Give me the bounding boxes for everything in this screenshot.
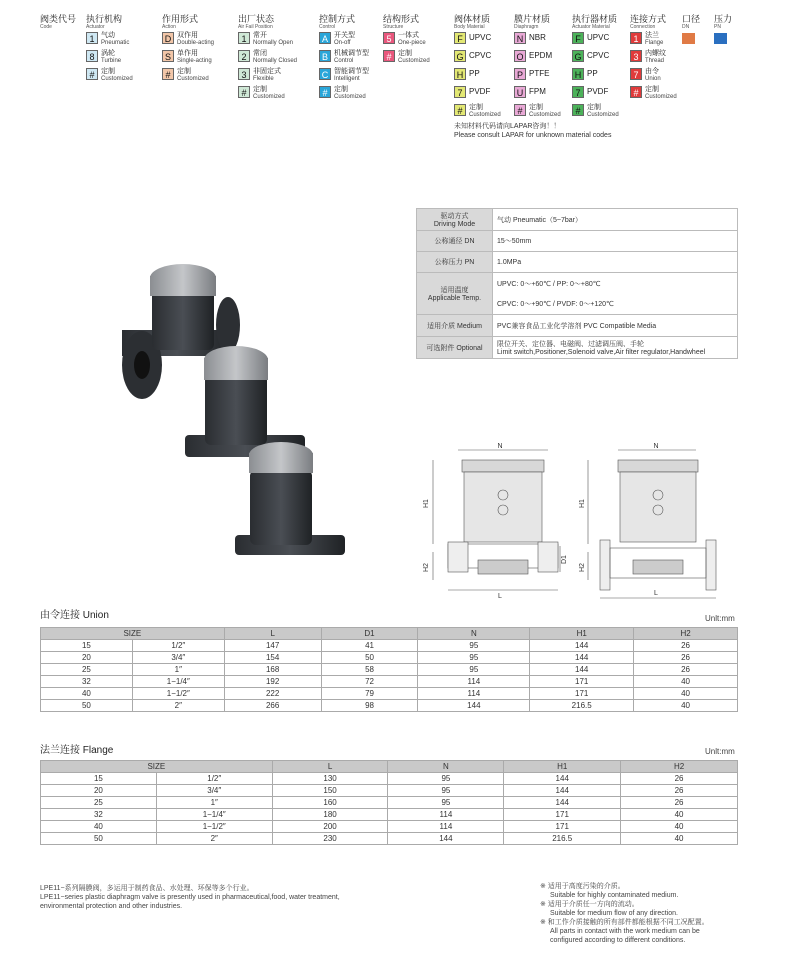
table-row: 25 1″ 160 95 144 26 — [41, 797, 738, 809]
flange-header-row: SIZE L N H1 H2 — [41, 761, 738, 773]
pn-swatch — [714, 33, 727, 44]
socket-valve-image — [235, 442, 345, 555]
flange-table-body — [41, 773, 738, 845]
option-actmat-cpvc: G CPVC — [572, 50, 609, 62]
option-control-c: C 智能调节型 Intelligent — [319, 68, 369, 83]
option-diaphragm-ptfe: P PTFE — [514, 68, 549, 80]
flange-drawing-label-h1: H1 — [579, 499, 586, 508]
option-airfail-3: 3 非固定式 Flexible — [238, 68, 281, 83]
option-airfail-custom: # 定制 Customized — [238, 86, 285, 101]
option-actuator-custom: # 定制 Customized — [86, 68, 133, 83]
flange-table — [40, 760, 738, 845]
option-actmat-upvc: F UPVC — [572, 32, 609, 44]
option-body-upvc: F UPVC — [454, 32, 491, 44]
option-body-pvdf: 7 PVDF — [454, 86, 490, 98]
flange-dimension-drawing — [578, 440, 718, 602]
spec-table — [416, 208, 738, 359]
spec-row-medium: 适用介质 Medium PVC兼容食品工业化学溶剂 PVC Compatible Media — [417, 315, 738, 337]
col-dn: 口径 DN — [682, 14, 701, 30]
spec-row-pn: 公称压力 PN 1.0MPa — [417, 252, 738, 273]
option-action-d: D 双作用 Double-acting — [162, 32, 214, 47]
option-actuator-8: 8 涡轮 Turbine — [86, 50, 121, 65]
union-table-body — [41, 640, 738, 712]
option-airfail-2: 2 常闭 Normally Closed — [238, 50, 297, 65]
option-body-custom: # 定制 Customized — [454, 104, 501, 119]
option-connection-union: 7 由令 Union — [630, 68, 661, 83]
option-actmat-pvdf: 7 PVDF — [572, 86, 608, 98]
flange-drawing-label-n: N — [653, 443, 659, 450]
union-drawing-label-d1: D1 — [561, 555, 568, 564]
option-connection-thread: 3 内螺纹 Thread — [630, 50, 666, 65]
col-code-zh: 阀类代号 — [40, 14, 77, 24]
option-action-s: S 单作用 Single-acting — [162, 50, 212, 65]
option-airfail-1: 1 常开 Normally Open — [238, 32, 293, 47]
material-note-en: Please consult LAPAR for unknown material codes — [454, 132, 612, 139]
union-drawing-label-h2: H2 — [423, 563, 430, 572]
flange-title: 法兰连接 Flange — [40, 745, 114, 756]
option-control-b: B 机械调节型 Control — [319, 50, 369, 65]
col-actuator-en: Actuator — [86, 24, 105, 30]
col-action: 作用形式 Action — [162, 14, 199, 30]
option-structure-5: 5 一体式 One-piece — [383, 32, 426, 47]
union-unit: Unlt:mm — [705, 614, 735, 623]
col-structure: 结构形式 Structure — [383, 14, 420, 30]
table-row: 50 2″ 266 98 144 216.5 40 — [41, 700, 738, 712]
option-diaphragm-nbr: N NBR — [514, 32, 546, 44]
option-connection-custom: # 定制 Customized — [630, 86, 677, 101]
code-table — [40, 14, 780, 144]
option-diaphragm-fpm: U FPM — [514, 86, 546, 98]
option-control-custom: # 定制 Customized — [319, 86, 366, 101]
table-row: 15 1/2″ 130 95 144 26 — [41, 773, 738, 785]
col-airfail: 出厂状态 Air Fail Position — [238, 14, 275, 30]
col-body-material: 阀体材质 Body Material — [454, 14, 491, 30]
spec-row-temp: 适用温度 Applicable Temp. UPVC: 0～+60℃ / PP: 0～+80℃ CPVC: 0～+90℃ / PVDF: 0～+120℃ — [417, 273, 738, 315]
union-drawing-label-h1: H1 — [423, 499, 430, 508]
union-drawing-label-l: L — [498, 593, 502, 600]
option-control-a: A 开关型 On-off — [319, 32, 355, 47]
union-drawing-label-n: N — [497, 443, 503, 450]
table-row: 32 1−1/4″ 192 72 114 171 40 — [41, 676, 738, 688]
product-photo — [110, 250, 360, 580]
col-actuator-material: 执行器材质 Actuator Material — [572, 14, 618, 30]
option-diaphragm-custom: # 定制 Customized — [514, 104, 561, 119]
flange-unit: Unlt:mm — [705, 747, 735, 756]
table-row: 32 1−1/4″ 180 114 171 40 — [41, 809, 738, 821]
col-code-en: Code — [40, 24, 52, 30]
option-structure-custom: # 定制 Customized — [383, 50, 430, 65]
option-body-pp: H PP — [454, 68, 480, 80]
flange-drawing-label-l: L — [654, 590, 658, 597]
table-row: 40 1−1/2″ 222 79 114 171 40 — [41, 688, 738, 700]
col-diaphragm: 膜片材质 Diaphragm — [514, 14, 551, 30]
table-row: 20 3/4″ 154 50 95 144 26 — [41, 652, 738, 664]
col-control: 控制方式 Control — [319, 14, 356, 30]
option-actuator-1: 1 气动 Pneumatic — [86, 32, 129, 47]
table-row: 15 1/2″ 147 41 95 144 26 — [41, 640, 738, 652]
spec-row-optional: 可选附件 Optional 限位开关、定位器、电磁阀、过滤调压阀、手轮 Limit switch,Positioner,Solenoid valve,Air filter regulator,Handwheel — [417, 337, 738, 359]
table-row: 25 1″ 168 58 95 144 26 — [41, 664, 738, 676]
spec-row-dn: 公称通径 DN 15～50mm — [417, 231, 738, 252]
option-actmat-pp: H PP — [572, 68, 598, 80]
footer-features: ※ 适用于高度污染的介质。 Suitable for highly contaminated medium. ※ 适用于介质任一方向的流动。 Suitable for medium flow of any direction. ※ 和工作介质接触的所有部件都能根据不同工况配置。 All parts in contact with the work medium can be configured according to different conditions. — [540, 883, 709, 944]
option-action-custom: # 定制 Customized — [162, 68, 209, 83]
table-row: 40 1−1/2″ 200 114 171 40 — [41, 821, 738, 833]
union-title: 由令连接 Union — [40, 610, 109, 621]
col-actuator — [86, 14, 122, 30]
col-actuator-zh: 执行机构 — [86, 14, 123, 24]
option-connection-flange: 1 法兰 Flange — [630, 32, 663, 47]
col-pn: 压力 PN — [714, 14, 733, 30]
union-table — [40, 627, 738, 712]
option-body-cpvc: G CPVC — [454, 50, 491, 62]
union-dimension-drawing — [418, 440, 568, 602]
union-valve-image — [185, 346, 305, 457]
table-row: 50 2″ 230 144 216.5 40 — [41, 833, 738, 845]
spec-row-driving: 驱动方式 Driving Mode 气动 Pneumatic（5~7bar） — [417, 209, 738, 231]
col-connection: 连接方式 Connection — [630, 14, 667, 30]
union-header-row: SIZE L D1 N H1 H2 — [41, 628, 738, 640]
option-diaphragm-epdm: O EPDM — [514, 50, 552, 62]
col-code — [40, 14, 76, 30]
footer-description: LPE11−系列隔膜阀，多运用于制药食品、水处理、环保等多个行业。 LPE11−series plastic diaphragm valve is presently used in pharmaceutical,food, water treatment, environmental protection and other industries. — [40, 885, 340, 910]
material-note-zh: 未知材料代码请向LAPAR咨询！！ — [454, 123, 561, 130]
dn-swatch — [682, 33, 695, 44]
flange-drawing-label-h2: H2 — [579, 563, 586, 572]
table-row: 20 3/4″ 150 95 144 26 — [41, 785, 738, 797]
option-actmat-custom: # 定制 Customized — [572, 104, 619, 119]
